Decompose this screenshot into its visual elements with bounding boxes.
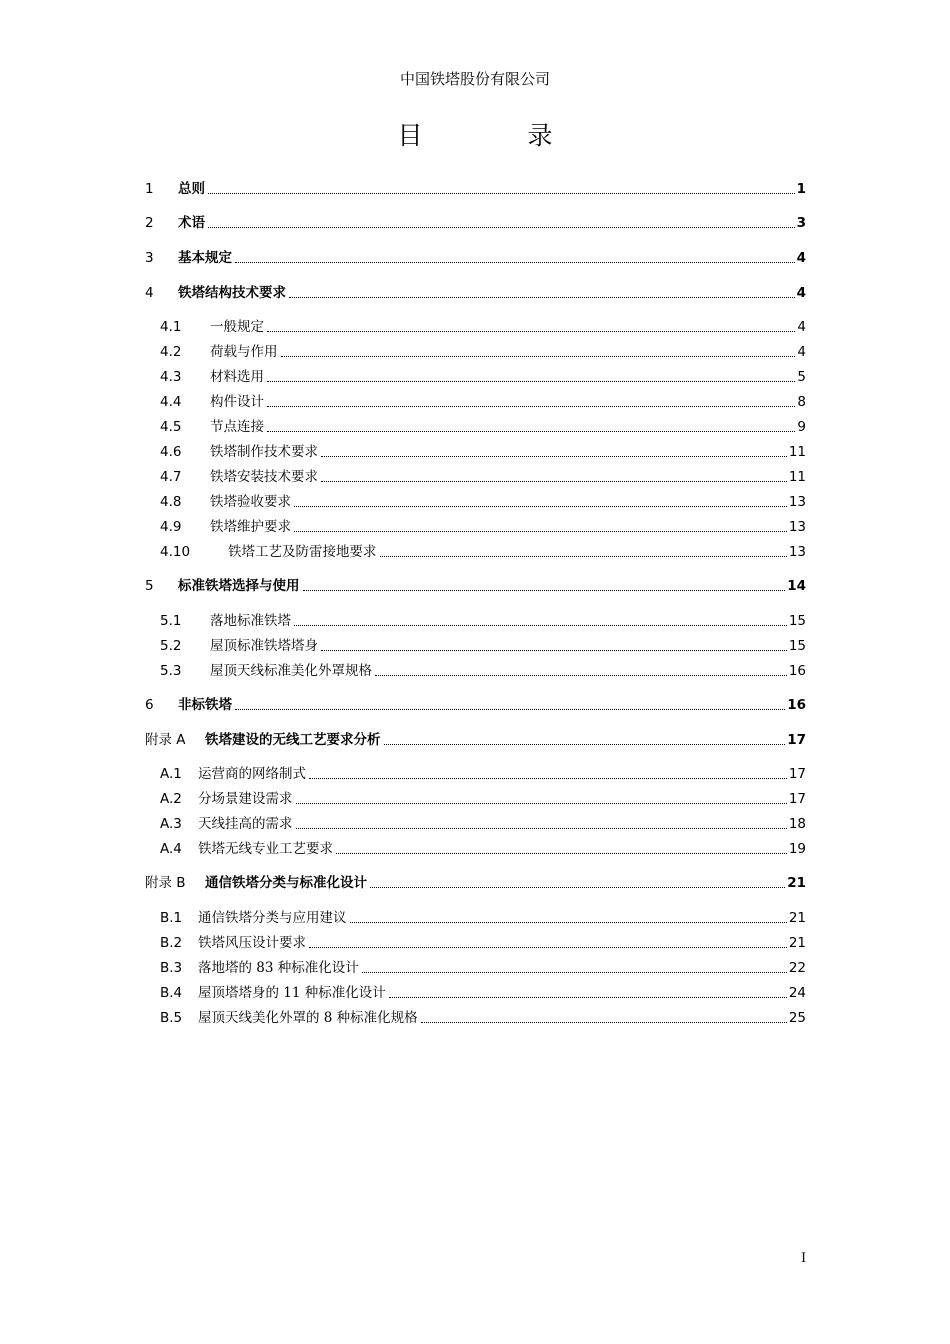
toc-entry-4[interactable] bbox=[145, 280, 806, 302]
toc-leader bbox=[336, 853, 787, 854]
toc-page: 5 bbox=[797, 369, 806, 385]
toc-leader bbox=[370, 887, 785, 888]
toc-leader bbox=[294, 625, 787, 626]
toc-label: 铁塔风压设计要求 bbox=[198, 935, 306, 951]
page-header: 中国铁塔股份有限公司 bbox=[399, 70, 550, 88]
toc-leader bbox=[309, 947, 787, 948]
toc-leader bbox=[380, 556, 787, 557]
toc-number: 4.4 bbox=[160, 394, 182, 410]
toc-page: 4 bbox=[796, 250, 806, 266]
toc-entry-a-4[interactable] bbox=[160, 836, 806, 858]
page-number: I bbox=[801, 1251, 807, 1266]
toc-entry-6[interactable] bbox=[145, 692, 806, 714]
toc-number: 6 bbox=[145, 697, 154, 713]
toc-entry-b-4[interactable] bbox=[160, 980, 806, 1002]
toc-entry-a-2[interactable] bbox=[160, 786, 806, 808]
toc-page: 19 bbox=[788, 841, 806, 857]
toc-entry-4-10[interactable] bbox=[160, 539, 806, 561]
toc-leader bbox=[296, 828, 787, 829]
toc-page: 21 bbox=[788, 935, 806, 951]
toc-label: 屋顶天线标准美化外罩规格 bbox=[210, 663, 372, 679]
toc-number: 4.8 bbox=[160, 494, 182, 510]
toc-leader bbox=[289, 297, 795, 298]
toc-leader bbox=[208, 193, 795, 194]
toc-page: 4 bbox=[797, 344, 806, 360]
toc-number: 4.3 bbox=[160, 369, 182, 385]
toc-leader bbox=[208, 227, 795, 228]
toc-page: 17 bbox=[788, 766, 806, 782]
toc-entry-4-3[interactable] bbox=[160, 364, 806, 386]
toc-entry-b-5[interactable] bbox=[160, 1005, 806, 1027]
toc-number: 4.7 bbox=[160, 469, 182, 485]
toc-page: 21 bbox=[788, 910, 806, 926]
toc-label: 荷载与作用 bbox=[210, 344, 278, 360]
toc-label: 铁塔工艺及防雷接地要求 bbox=[228, 544, 377, 560]
toc-page: 13 bbox=[788, 494, 806, 510]
toc-page: 16 bbox=[787, 697, 806, 713]
toc-number: 2 bbox=[145, 215, 154, 231]
toc-number: A.3 bbox=[160, 816, 182, 832]
toc-leader bbox=[281, 356, 796, 357]
toc-entry-4-8[interactable] bbox=[160, 489, 806, 511]
toc-label: 铁塔无线专业工艺要求 bbox=[198, 841, 333, 857]
toc-number: B.4 bbox=[160, 985, 183, 1001]
toc-number: 5.2 bbox=[160, 638, 182, 654]
toc-label: 非标铁塔 bbox=[178, 697, 232, 713]
toc-page: 3 bbox=[796, 215, 806, 231]
toc-page: 17 bbox=[787, 732, 806, 748]
toc-number: A.2 bbox=[160, 791, 182, 807]
toc-leader bbox=[389, 997, 787, 998]
toc-leader bbox=[267, 381, 795, 382]
page-title: 目 录 bbox=[397, 121, 593, 150]
toc-number: 附录 B bbox=[145, 875, 186, 891]
toc-page: 22 bbox=[788, 960, 806, 976]
toc-number: 5.1 bbox=[160, 613, 182, 629]
toc-label: 屋顶标准铁塔塔身 bbox=[210, 638, 318, 654]
toc-label: 铁塔维护要求 bbox=[210, 519, 291, 535]
toc-leader bbox=[303, 590, 786, 591]
toc-page: 25 bbox=[788, 1010, 806, 1026]
toc-page: 4 bbox=[797, 319, 806, 335]
toc-number: 5 bbox=[145, 578, 154, 594]
toc-page: 16 bbox=[788, 663, 806, 679]
toc-number: 3 bbox=[145, 250, 154, 266]
toc-entry-5-2[interactable] bbox=[160, 633, 806, 655]
toc-entry-5-3[interactable] bbox=[160, 658, 806, 680]
toc-number: B.1 bbox=[160, 910, 183, 926]
toc-label: 标准铁塔选择与使用 bbox=[178, 578, 300, 594]
toc-page: 13 bbox=[788, 519, 806, 535]
toc-entry-3[interactable] bbox=[145, 245, 806, 267]
toc-page: 1 bbox=[796, 181, 806, 197]
toc-number: 5.3 bbox=[160, 663, 182, 679]
toc-entry-a-3[interactable] bbox=[160, 811, 806, 833]
toc-entry-appendix-a[interactable] bbox=[145, 727, 806, 749]
toc-label: 铁塔建设的无线工艺要求分析 bbox=[205, 732, 381, 748]
toc-entry-4-2[interactable] bbox=[160, 339, 806, 361]
toc-entry-4-9[interactable] bbox=[160, 514, 806, 536]
toc-leader bbox=[362, 972, 787, 973]
toc-label: 天线挂高的需求 bbox=[198, 816, 293, 832]
toc-label: 一般规定 bbox=[210, 319, 264, 335]
toc-entry-4-4[interactable] bbox=[160, 389, 806, 411]
toc-page: 4 bbox=[796, 285, 806, 301]
toc-label: 基本规定 bbox=[178, 250, 232, 266]
toc-label: 术语 bbox=[178, 215, 205, 231]
toc-leader bbox=[421, 1022, 787, 1023]
toc-entry-b-2[interactable] bbox=[160, 930, 806, 952]
toc-label: 运营商的网络制式 bbox=[198, 766, 306, 782]
toc-page: 14 bbox=[787, 578, 806, 594]
toc-number: 4.5 bbox=[160, 419, 182, 435]
toc-leader bbox=[321, 481, 787, 482]
toc-label: 分场景建设需求 bbox=[198, 791, 293, 807]
toc-page: 18 bbox=[788, 816, 806, 832]
toc-label: 通信铁塔分类与标准化设计 bbox=[205, 875, 367, 891]
toc-leader bbox=[294, 506, 787, 507]
toc-number: 4 bbox=[145, 285, 154, 301]
toc-label: 总则 bbox=[178, 181, 205, 197]
toc-entry-4-5[interactable] bbox=[160, 414, 806, 436]
toc-entry-4-6[interactable] bbox=[160, 439, 806, 461]
toc-entry-b-3[interactable] bbox=[160, 955, 806, 977]
toc-page: 11 bbox=[788, 444, 806, 460]
toc-page: 15 bbox=[788, 613, 806, 629]
toc-entry-1[interactable] bbox=[145, 176, 806, 198]
toc-page: 11 bbox=[788, 469, 806, 485]
toc-entry-5[interactable] bbox=[145, 573, 806, 595]
toc-leader bbox=[296, 803, 787, 804]
toc-label: 构件设计 bbox=[210, 394, 264, 410]
toc-page: 9 bbox=[797, 419, 806, 435]
toc-leader bbox=[321, 456, 787, 457]
toc-number: 附录 A bbox=[145, 732, 186, 748]
toc-label: 材料选用 bbox=[210, 369, 264, 385]
toc-label: 铁塔制作技术要求 bbox=[210, 444, 318, 460]
toc-number: B.3 bbox=[160, 960, 183, 976]
toc-label: 节点连接 bbox=[210, 419, 264, 435]
toc-entry-b-1[interactable] bbox=[160, 905, 806, 927]
toc-entry-4-7[interactable] bbox=[160, 464, 806, 486]
toc-number: 1 bbox=[145, 181, 154, 197]
toc-number: 4.10 bbox=[160, 544, 191, 560]
toc-leader bbox=[235, 262, 795, 263]
toc-number: 4.1 bbox=[160, 319, 182, 335]
toc-leader bbox=[235, 709, 785, 710]
toc-number: B.2 bbox=[160, 935, 183, 951]
toc-label: 落地标准铁塔 bbox=[210, 613, 291, 629]
toc-label: 屋顶塔塔身的 11 种标准化设计 bbox=[198, 985, 386, 1001]
toc-number: A.4 bbox=[160, 841, 182, 857]
toc-leader bbox=[321, 650, 787, 651]
toc-page: 13 bbox=[788, 544, 806, 560]
toc-label: 铁塔安装技术要求 bbox=[210, 469, 318, 485]
toc-page: 8 bbox=[797, 394, 806, 410]
toc-entry-4-1[interactable] bbox=[160, 314, 806, 336]
toc-entry-a-1[interactable] bbox=[160, 761, 806, 783]
toc-leader bbox=[267, 331, 795, 332]
toc-label: 铁塔结构技术要求 bbox=[178, 285, 286, 301]
toc-leader bbox=[309, 778, 787, 779]
toc-page: 24 bbox=[788, 985, 806, 1001]
toc-leader bbox=[375, 675, 787, 676]
toc-leader bbox=[267, 406, 795, 407]
toc-entry-2[interactable] bbox=[145, 210, 806, 232]
toc-leader bbox=[384, 744, 786, 745]
toc-entry-appendix-b[interactable] bbox=[145, 870, 806, 892]
toc-number: A.1 bbox=[160, 766, 182, 782]
toc-label: 屋顶天线美化外罩的 8 种标准化规格 bbox=[198, 1010, 418, 1026]
toc-page: 21 bbox=[787, 875, 806, 891]
toc-leader bbox=[267, 431, 795, 432]
toc-label: 通信铁塔分类与应用建议 bbox=[198, 910, 347, 926]
toc-leader bbox=[294, 531, 787, 532]
toc-page: 17 bbox=[788, 791, 806, 807]
toc-leader bbox=[350, 922, 787, 923]
toc-number: 4.9 bbox=[160, 519, 182, 535]
toc-entry-5-1[interactable] bbox=[160, 608, 806, 630]
toc-number: 4.2 bbox=[160, 344, 182, 360]
toc-number: 4.6 bbox=[160, 444, 182, 460]
toc-label: 铁塔验收要求 bbox=[210, 494, 291, 510]
toc-page: 15 bbox=[788, 638, 806, 654]
toc-number: B.5 bbox=[160, 1010, 183, 1026]
toc-label: 落地塔的 83 种标准化设计 bbox=[198, 960, 359, 976]
